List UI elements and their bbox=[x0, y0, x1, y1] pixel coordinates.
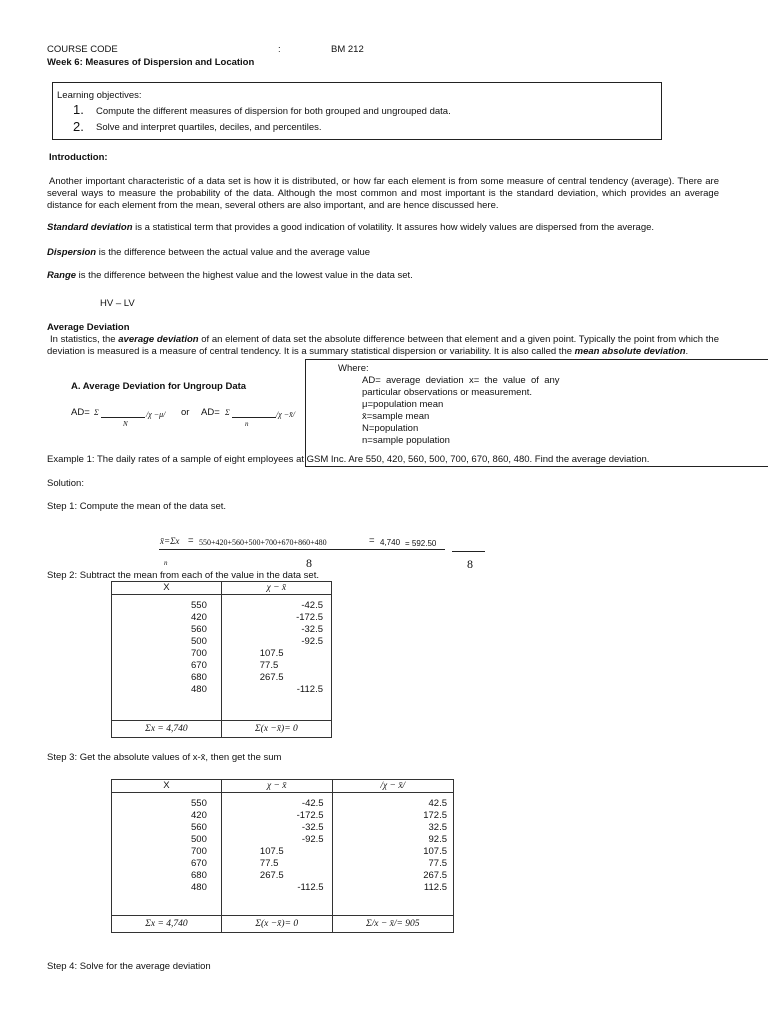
sd-text: is a statistical term that provides a good indication of volatility. It assures how widely values are dispersed from the average. bbox=[132, 222, 655, 233]
table-cell-absolute: 77.5 bbox=[428, 858, 447, 869]
table-cell-deviation: -172.5 bbox=[296, 612, 323, 623]
table-cell-x: 560 bbox=[191, 822, 207, 833]
formula-right-denominator: n bbox=[245, 420, 249, 428]
sd-term: Standard deviation bbox=[47, 222, 133, 233]
week-title: Week 6: Measures of Dispersion and Location bbox=[47, 57, 255, 68]
step-3: Step 3: Get the absolute values of x-x̄, then get the sum bbox=[47, 752, 282, 763]
table-cell-x: 480 bbox=[191, 882, 207, 893]
table-cell-absolute: 32.5 bbox=[428, 822, 447, 833]
table1-header-x: X bbox=[112, 582, 222, 595]
solution-label: Solution: bbox=[47, 478, 84, 489]
mean-fraction-line bbox=[159, 549, 445, 550]
where-line-5: N=population bbox=[362, 423, 419, 434]
example-text: Example 1: The daily rates of a sample of eight employees at GSM Inc. Are 550, 420, 560, 500, 700, 670, 860, 480. Find the average deviation. bbox=[47, 454, 650, 465]
objectives-title: Learning objectives: bbox=[57, 90, 142, 101]
table-cell-absolute: 172.5 bbox=[423, 810, 447, 821]
table2-x-column bbox=[112, 793, 222, 916]
range-definition bbox=[47, 270, 719, 282]
where-title: Where: bbox=[338, 363, 369, 374]
where-box bbox=[305, 359, 768, 467]
table-cell-deviation: -112.5 bbox=[297, 882, 324, 893]
table-cell-x: 420 bbox=[191, 612, 207, 623]
mean-result: = 592.50 bbox=[405, 539, 437, 548]
course-code-value: BM 212 bbox=[331, 44, 364, 55]
table-cell-x: 700 bbox=[191, 648, 207, 659]
ungroup-subheading: A. Average Deviation for Ungroup Data bbox=[71, 381, 247, 392]
where-line-2: particular observations or measurement. bbox=[362, 387, 533, 398]
mean-denominator-8: 8 bbox=[306, 556, 312, 570]
table1-x-column bbox=[112, 595, 222, 721]
objective-1-number: 1. bbox=[73, 102, 84, 117]
step-1: Step 1: Compute the mean of the data set. bbox=[47, 501, 227, 512]
table2-sum-abs: Σ/x − x̄/= 905 bbox=[332, 916, 453, 933]
mean-fraction-line-2 bbox=[452, 551, 485, 552]
avg-dev-text-1: In statistics, the bbox=[50, 334, 119, 345]
table-cell-deviation: -112.5 bbox=[296, 684, 323, 695]
avg-dev-text-2: of an element of data set the absolute difference between that element and a given point. Typically the point from which the deviation is measured is a measure of central tendency. It is a summary statistical dispersion or variability. It is also called the bbox=[47, 334, 719, 357]
objective-1-text: Compute the different measures of dispersion for both grouped and ungrouped data. bbox=[96, 106, 451, 117]
formula-left-line bbox=[101, 417, 145, 418]
mean-equals-1: = bbox=[188, 535, 194, 546]
table2-sum-dev: Σ(x −x̄)= 0 bbox=[221, 916, 332, 933]
table-cell-deviation: 77.5 bbox=[259, 660, 279, 671]
table-cell-deviation: 267.5 bbox=[259, 672, 284, 683]
course-code-colon: : bbox=[278, 44, 281, 55]
table-cell-absolute: 112.5 bbox=[423, 882, 447, 893]
dispersion-term: Dispersion bbox=[47, 247, 97, 258]
table2-dev-column bbox=[221, 793, 332, 916]
table-cell-deviation: 107.5 bbox=[259, 648, 284, 659]
table2-sum-x: Σx = 4,740 bbox=[112, 916, 222, 933]
table2-header-dev: χ − x̄ bbox=[221, 780, 332, 793]
table-cell-absolute: 267.5 bbox=[423, 870, 447, 881]
table-cell-deviation: 267.5 bbox=[259, 870, 284, 881]
formula-or: or bbox=[181, 407, 190, 418]
mean-numerator: 550+420+560+500+700+670+860+480 bbox=[199, 538, 327, 547]
dispersion-text: is the difference between the actual value and the average value bbox=[96, 247, 371, 258]
table-cell-absolute: 42.5 bbox=[428, 798, 447, 809]
absolute-deviation-table bbox=[111, 779, 454, 933]
mean-denominator-n: n bbox=[164, 559, 168, 567]
table-cell-deviation: -32.5 bbox=[301, 624, 323, 635]
table1-sum-dev: Σ(x −x̄)= 0 bbox=[221, 721, 331, 738]
avg-dev-text-3: . bbox=[685, 345, 689, 357]
formula-right-numerator: /χ −x̄/ bbox=[276, 410, 295, 419]
intro-heading: Introduction: bbox=[49, 152, 108, 163]
table-cell-x: 560 bbox=[191, 624, 207, 635]
mean-lhs: x̄=Σx bbox=[160, 536, 180, 546]
table1-dev-column bbox=[221, 595, 331, 721]
range-term: Range bbox=[47, 270, 77, 281]
table2-header-x: X bbox=[112, 780, 222, 793]
mad-term: mean absolute deviation bbox=[574, 345, 686, 357]
table-cell-x: 680 bbox=[191, 672, 207, 683]
learning-objectives-box bbox=[52, 82, 662, 140]
table-cell-deviation: -92.5 bbox=[301, 636, 323, 647]
table-cell-deviation: -172.5 bbox=[296, 810, 324, 821]
objective-2-text: Solve and interpret quartiles, deciles, and percentiles. bbox=[96, 122, 322, 133]
table-cell-x: 680 bbox=[191, 870, 207, 881]
table-cell-x: 550 bbox=[191, 600, 207, 611]
where-line-4: x̄=sample mean bbox=[362, 411, 430, 422]
table-cell-deviation: -92.5 bbox=[301, 834, 324, 845]
table-cell-x: 670 bbox=[191, 660, 207, 671]
formula-left-numerator: /χ −μ/ bbox=[146, 410, 166, 419]
range-text: is the difference between the highest value and the lowest value in the data set. bbox=[76, 270, 413, 281]
table-cell-absolute: 107.5 bbox=[423, 846, 447, 857]
table-cell-deviation: -32.5 bbox=[301, 822, 324, 833]
where-line-1: AD= average deviation x= the value of any bbox=[362, 375, 560, 386]
standard-deviation-definition bbox=[47, 222, 719, 234]
table-cell-x: 550 bbox=[191, 798, 207, 809]
course-code-label: COURSE CODE bbox=[47, 44, 118, 55]
table1-header-dev: χ − x̄ bbox=[221, 582, 331, 595]
table-cell-x: 500 bbox=[191, 834, 207, 845]
where-line-6: n=sample population bbox=[362, 435, 450, 446]
avg-dev-heading: Average Deviation bbox=[47, 322, 130, 333]
intro-paragraph: Another important characteristic of a data set is how it is distributed, or how far each element is from some measure of central tendency (average). There are several ways to measure the probability of the data. Although the most common and most important is the standard deviation, which provides an average distance for each element from the mean, several others are also important, and are hence discussed here. bbox=[47, 176, 719, 211]
dispersion-definition bbox=[47, 247, 719, 259]
mean-equals-2: = bbox=[369, 535, 375, 546]
table-cell-deviation: 77.5 bbox=[259, 858, 279, 869]
table-cell-deviation: 107.5 bbox=[259, 846, 284, 857]
formula-right-line bbox=[232, 417, 276, 418]
table-cell-x: 480 bbox=[191, 684, 207, 695]
table-cell-deviation: -42.5 bbox=[301, 798, 324, 809]
range-formula: HV – LV bbox=[100, 298, 135, 309]
avg-dev-term: average deviation bbox=[118, 334, 199, 345]
table1-sum-x: Σx = 4,740 bbox=[112, 721, 222, 738]
formula-right-sigma: Σ bbox=[225, 408, 230, 417]
result-denominator-8: 8 bbox=[467, 557, 473, 571]
formula-left-denominator: N bbox=[123, 420, 128, 428]
table-cell-deviation: -42.5 bbox=[301, 600, 323, 611]
where-line-3: μ=population mean bbox=[362, 399, 444, 410]
avg-dev-paragraph bbox=[47, 334, 719, 358]
table-cell-x: 420 bbox=[191, 810, 207, 821]
step-4: Step 4: Solve for the average deviation bbox=[47, 961, 211, 972]
formula-left-sigma: Σ bbox=[94, 408, 99, 417]
table-cell-x: 670 bbox=[191, 858, 207, 869]
step-2: Step 2: Subtract the mean from each of the value in the data set. bbox=[47, 570, 319, 581]
objective-2-number: 2. bbox=[73, 119, 84, 134]
table-cell-x: 500 bbox=[191, 636, 207, 647]
table2-header-abs: /χ − x̄/ bbox=[332, 780, 453, 793]
formula-right-prefix: AD= bbox=[201, 407, 220, 418]
mean-sum-value: 4,740 bbox=[380, 538, 401, 547]
formula-left-prefix: AD= bbox=[71, 407, 90, 418]
table-cell-absolute: 92.5 bbox=[428, 834, 447, 845]
deviation-table bbox=[111, 581, 332, 738]
table2-abs-column bbox=[332, 793, 453, 916]
table-cell-x: 700 bbox=[191, 846, 207, 857]
